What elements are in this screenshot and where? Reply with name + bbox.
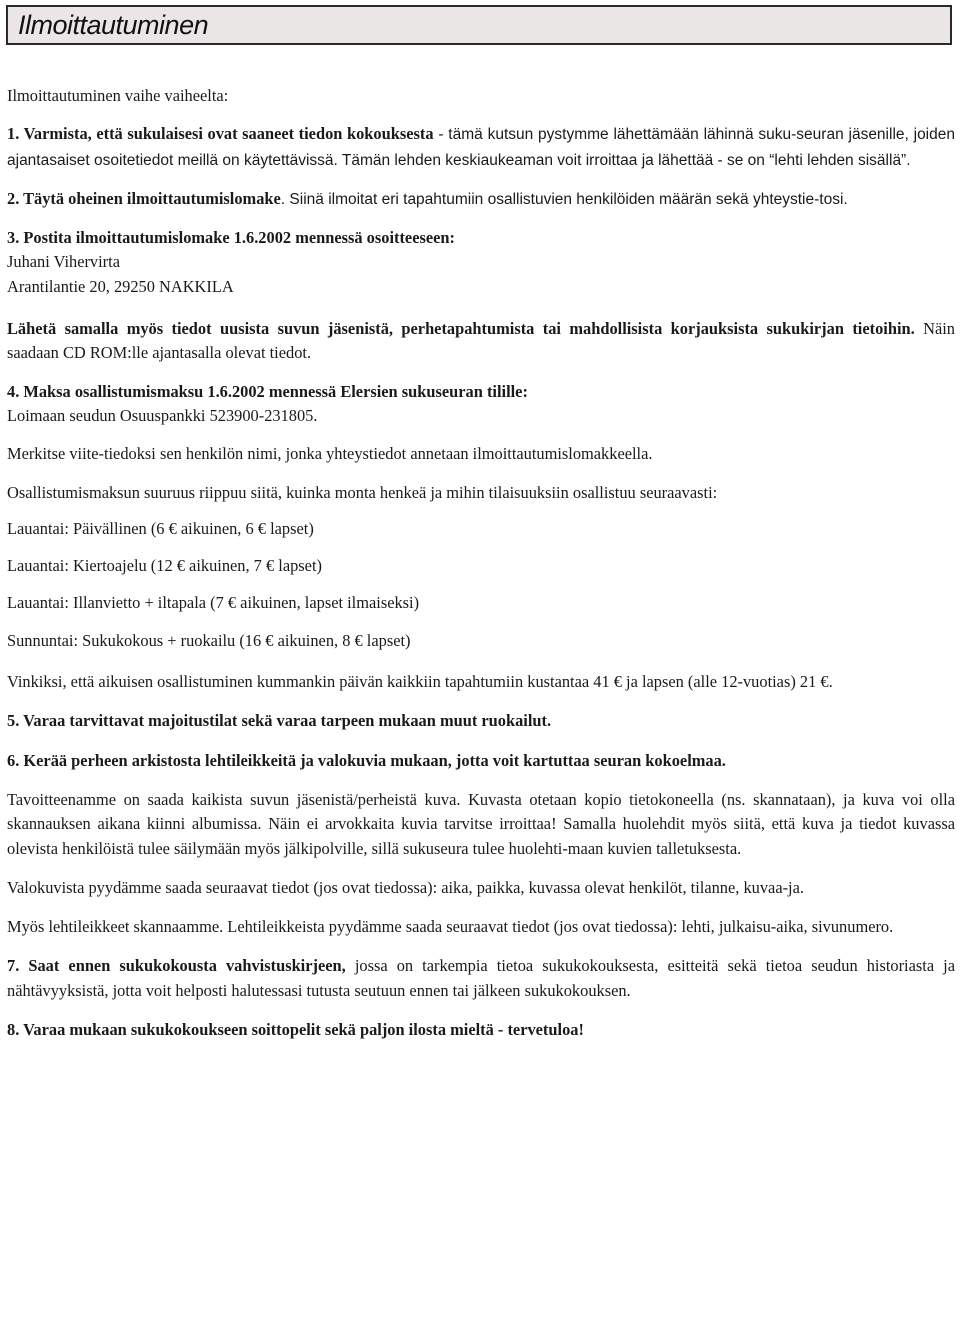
step-1 — [7, 122, 955, 173]
recipient-name: Juhani Vihervirta — [7, 252, 120, 272]
step-1-lead: 1. Varmista, että sukulaisesi ovat saaneet tiedon kokouksesta — [7, 124, 434, 144]
step-6-text: 6. Kerää perheen arkistosta lehtileikkeitä ja valokuvia mukaan, jotta voit kartuttaa seuran kokoelmaa. — [7, 750, 726, 770]
step-4-lead: 4. Maksa osallistumismaksu 1.6.2002 mennessä Elersien sukuseuran tilille: — [7, 381, 528, 401]
recipient-address: Arantilantie 20, 29250 NAKKILA — [7, 276, 234, 296]
step-8 — [7, 1018, 955, 1042]
page-title: Ilmoittautuminen — [18, 10, 209, 40]
clippings-text: Myös lehtileikkeet skannaamme. Lehtileikkeista pyydämme saada seuraavat tiedot (jos ovat tiedossa): lehti, julkaisu-aika, sivunumero. — [7, 917, 894, 937]
step-2-text: . Siinä ilmoitat eri tapahtumiin osallistuvien henkilöiden määrän sekä yhteystie-tosi. — [280, 190, 848, 208]
step-6 — [7, 749, 955, 773]
intro-text: Ilmoittautuminen vaihe vaiheelta: — [7, 86, 229, 105]
fee-item: Sunnuntai: Sukukokous + ruokailu (16 € aikuinen, 8 € lapset) — [7, 630, 411, 650]
step-8-text: 8. Varaa mukaan sukukokoukseen soittopelit sekä paljon ilosta mieltä - tervetuloa! — [7, 1020, 584, 1040]
reference-note: Merkitse viite-tiedoksi sen henkilön nimi, jonka yhteystiedot annetaan ilmoittautumislomakkeella. — [7, 444, 653, 464]
send-info-lead: Lähetä samalla myös tiedot uusista suvun jäsenistä, perhetapahtumista tai mahdollisista korjauksista sukukirjan tietoihin. — [7, 319, 915, 339]
step-1-text-a: - tämä kutsun pystymme lähettämään lähinnä suku-seuran jäsenille, joiden ajantasaiset osoitetiedot meillä on käytettävissä. — [7, 126, 955, 169]
title-box — [6, 5, 952, 45]
document-body — [7, 84, 955, 1042]
tip-text: Vinkiksi, että aikuisen osallistuminen kummankin päivän kaikkiin tapahtumiin kustantaa 41 € ja lapsen (alle 12-vuotias) 21 €. — [7, 672, 833, 692]
step-7-text: jossa on tarkempia tietoa sukukokouksesta, esitteitä sekä tietoa seudun historiasta ja nähtävyyksistä, jotta voit helposti halutessasi tutusta seutuun ennen tai jälkeen sukukokouksen. — [7, 956, 956, 1000]
send-info-text: Näin saadaan CD ROM:lle ajantasalla olevat tiedot. — [7, 319, 955, 363]
step-5 — [7, 709, 955, 733]
send-info — [7, 317, 955, 366]
step-3 — [7, 226, 955, 299]
step-5-text: 5. Varaa tarvittavat majoitustilat sekä varaa tarpeen mukaan muut ruokailut. — [7, 711, 552, 731]
photo-info-text: Valokuvista pyydämme saada seuraavat tiedot (jos ovat tiedossa): aika, paikka, kuvassa olevat henkilöt, tilanne, kuvaa-ja. — [7, 877, 804, 897]
step-3-lead: 3. Postita ilmoittautumislomake 1.6.2002 mennessä osoitteeseen: — [7, 228, 455, 248]
fee-item: Lauantai: Päivällinen (6 € aikuinen, 6 € lapset) — [7, 518, 314, 538]
fee-item: Lauantai: Kiertoajelu (12 € aikuinen, 7 € lapset) — [7, 556, 322, 576]
bank-account: Loimaan seudun Osuuspankki 523900-231805. — [7, 405, 318, 425]
step-2-lead: 2. Täytä oheinen ilmoittautumislomake — [7, 188, 281, 208]
step-1-text-b: Tämän lehden keskiaukeaman voit irroittaa ja lähettää - se on “lehti lehden sisällä”. — [337, 151, 911, 169]
step-4 — [7, 380, 955, 429]
fee-intro: Osallistumismaksun suuruus riippuu siitä, kuinka monta henkeä ja mihin tilaisuuksiin osallistuu seuraavasti: — [7, 482, 718, 502]
step-7-lead: 7. Saat ennen sukukokousta vahvistuskirjeen, — [7, 956, 346, 976]
goal-text: Tavoitteenamme on saada kaikista suvun jäsenistä/perheistä kuva. Kuvasta otetaan kopio tietokoneella (ns. skannataan), ja kuva voi olla skannauksen aikana kiinni albumissa. Näin ei arvokkaita kuvia tarvitse irroittaa! Samalla huolehdit myös siitä, että kuva ja tiedot kuvassa olevista henkilöistä tulee säilymään myös jälkipolville, sillä sukuseura tulee huolehti-maan kuvien talletuksesta. — [7, 789, 955, 858]
step-7 — [7, 954, 955, 1003]
step-2 — [7, 187, 955, 212]
fee-item: Lauantai: Illanvietto + iltapala (7 € aikuinen, lapset ilmaiseksi) — [7, 593, 420, 613]
